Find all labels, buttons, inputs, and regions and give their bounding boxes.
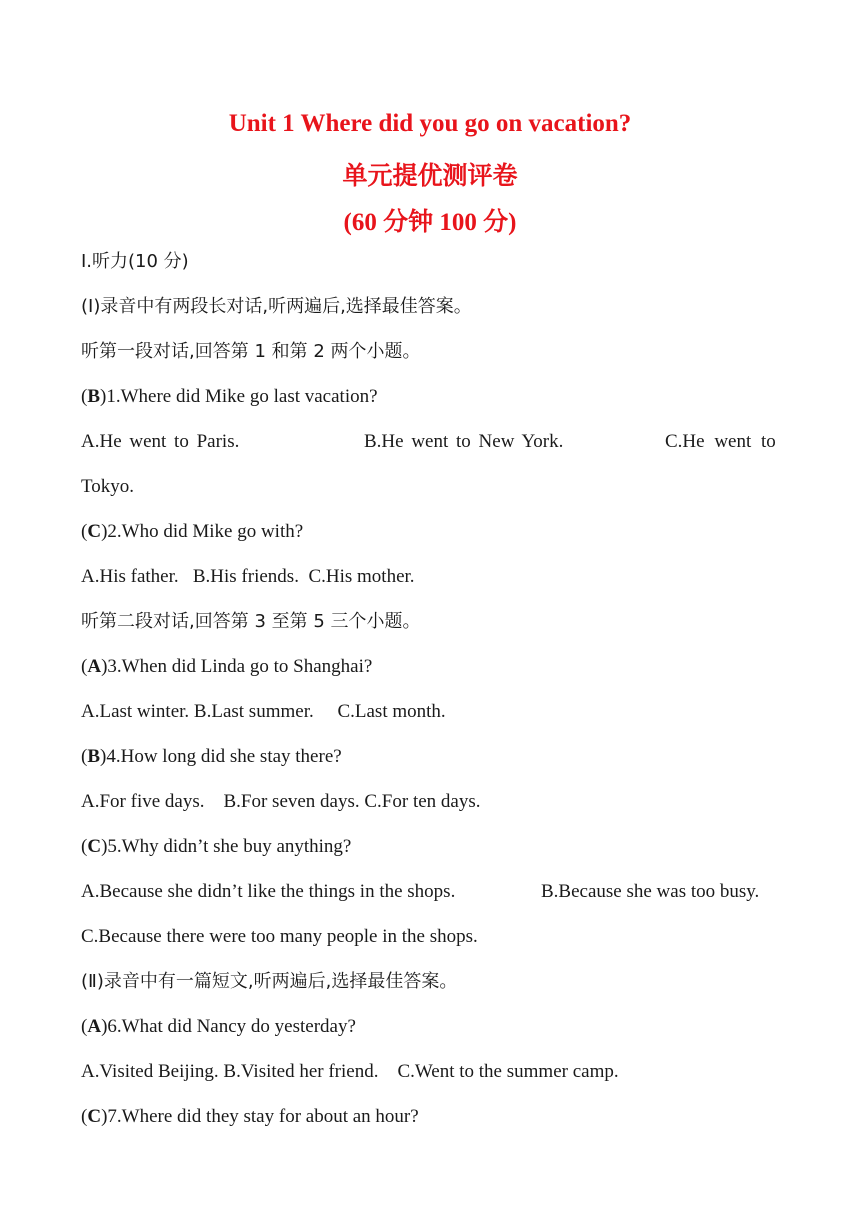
part1-instruction: (Ⅰ)录音中有两段长对话,听两遍后,选择最佳答案。 <box>81 296 472 317</box>
question-6: (A)6.What did Nancy do yesterday? <box>81 1016 356 1037</box>
question-5-stem: 5.Why didn’t she buy anything? <box>107 836 352 857</box>
time-score: (60 分钟 100 分) <box>343 209 517 236</box>
question-7: (C)7.Where did they stay for about an hour? <box>81 1106 419 1127</box>
answer-5: C <box>87 836 102 857</box>
question-5: (C)5.Why didn’t she buy anything? <box>81 836 352 857</box>
q1-option-c: C.He went to <box>665 431 776 452</box>
question-3-stem: 3.When did Linda go to Shanghai? <box>107 656 373 677</box>
question-3: (A)3.When did Linda go to Shanghai? <box>81 656 373 677</box>
answer-2: C <box>87 521 102 542</box>
q2-options: A.His father. B.His friends. C.His mother. <box>81 566 415 587</box>
q5-option-b: B.Because she was too busy. <box>541 881 760 902</box>
question-1-stem: 1.Where did Mike go last vacation? <box>106 386 378 407</box>
q1-option-c-continued: Tokyo. <box>81 476 135 497</box>
q6-options: A.Visited Beijing. B.Visited her friend. C.Went to the summer camp. <box>81 1061 619 1082</box>
question-6-stem: 6.What did Nancy do yesterday? <box>107 1016 356 1037</box>
answer-6: A <box>87 1016 102 1037</box>
question-2: (C)2.Who did Mike go with? <box>81 521 304 542</box>
answer-4: B <box>87 746 101 767</box>
unit-title: Unit 1 Where did you go on vacation? <box>228 110 632 137</box>
question-1: (B)1.Where did Mike go last vacation? <box>81 386 378 407</box>
dialog1-instruction: 听第一段对话,回答第 1 和第 2 两个小题。 <box>81 341 421 362</box>
q3-options: A.Last winter. B.Last summer. C.Last month. <box>81 701 446 722</box>
exam-subtitle: 单元提优测评卷 <box>342 161 518 190</box>
question-4-stem: 4.How long did she stay there? <box>106 746 342 767</box>
q4-options: A.For five days. B.For seven days. C.For ten days. <box>81 791 481 812</box>
answer-7: C <box>87 1106 102 1127</box>
question-7-stem: 7.Where did they stay for about an hour? <box>107 1106 419 1127</box>
question-2-stem: 2.Who did Mike go with? <box>107 521 304 542</box>
q1-option-b: B.He went to New York. <box>364 431 564 452</box>
q5-option-a: A.Because she didn’t like the things in the shops. <box>81 881 456 902</box>
q5-option-c: C.Because there were too many people in the shops. <box>81 926 478 947</box>
answer-3: A <box>87 656 102 677</box>
section-listening-heading: Ⅰ.听力(10 分) <box>81 251 189 272</box>
question-4: (B)4.How long did she stay there? <box>81 746 342 767</box>
dialog2-instruction: 听第二段对话,回答第 3 至第 5 三个小题。 <box>81 611 421 632</box>
answer-1: B <box>87 386 101 407</box>
part2-instruction: (Ⅱ)录音中有一篇短文,听两遍后,选择最佳答案。 <box>81 971 458 992</box>
q1-option-a: A.He went to Paris. <box>81 431 240 452</box>
